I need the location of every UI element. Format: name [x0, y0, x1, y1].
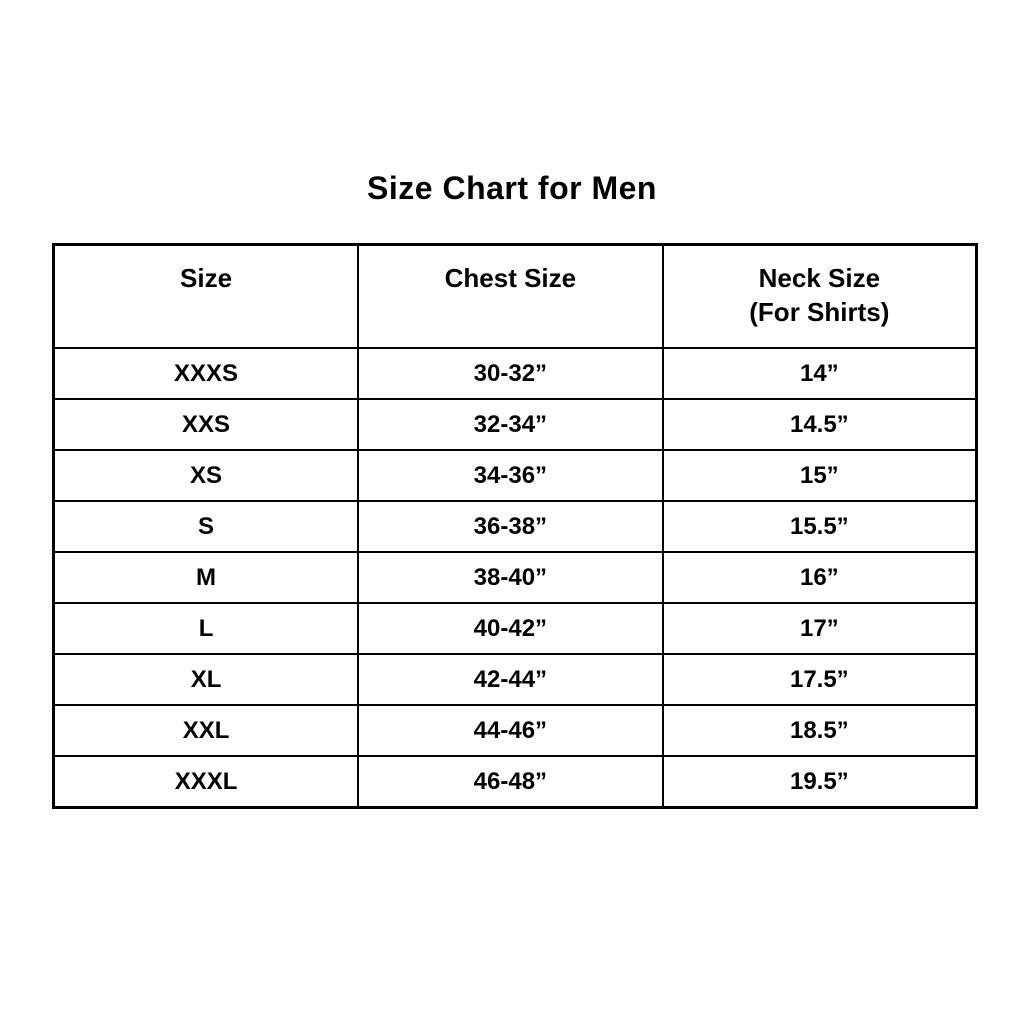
- chest-size-cell: 36-38”: [358, 501, 663, 552]
- size-cell: XXL: [54, 705, 359, 756]
- neck-size-cell: 17.5”: [663, 654, 977, 705]
- neck-size-cell: 15.5”: [663, 501, 977, 552]
- size-cell: XL: [54, 654, 359, 705]
- chest-size-cell: 38-40”: [358, 552, 663, 603]
- column-header-label: Neck Size: [758, 263, 881, 293]
- size-cell: XS: [54, 450, 359, 501]
- table-body: [54, 348, 977, 808]
- table-header: [54, 245, 977, 349]
- column-header-neck-size: [663, 245, 977, 349]
- neck-size-cell: 18.5”: [663, 705, 977, 756]
- size-cell: XXXS: [54, 348, 359, 399]
- size-cell: XXS: [54, 399, 359, 450]
- size-cell: XXXL: [54, 756, 359, 808]
- chest-size-cell: 34-36”: [358, 450, 663, 501]
- chest-size-cell: 44-46”: [358, 705, 663, 756]
- size-cell: M: [54, 552, 359, 603]
- table-row: [54, 450, 977, 501]
- table-row: [54, 756, 977, 808]
- neck-size-cell: 14”: [663, 348, 977, 399]
- column-header-size: [54, 245, 359, 349]
- neck-size-cell: 19.5”: [663, 756, 977, 808]
- size-chart-table: [52, 243, 978, 809]
- neck-size-cell: 15”: [663, 450, 977, 501]
- column-header-label: Size: [180, 263, 233, 293]
- size-cell: S: [54, 501, 359, 552]
- table-row: [54, 501, 977, 552]
- chest-size-cell: 40-42”: [358, 603, 663, 654]
- size-cell: L: [54, 603, 359, 654]
- page-title: Size Chart for Men: [367, 170, 657, 206]
- neck-size-cell: 14.5”: [663, 399, 977, 450]
- chest-size-cell: 46-48”: [358, 756, 663, 808]
- table-row: [54, 399, 977, 450]
- table-row: [54, 552, 977, 603]
- chest-size-cell: 42-44”: [358, 654, 663, 705]
- chest-size-cell: 30-32”: [358, 348, 663, 399]
- column-header-chest-size: [358, 245, 663, 349]
- table-row: [54, 348, 977, 399]
- neck-size-cell: 16”: [663, 552, 977, 603]
- neck-size-cell: 17”: [663, 603, 977, 654]
- table-row: [54, 705, 977, 756]
- column-header-label: Chest Size: [444, 263, 577, 293]
- table-row: [54, 603, 977, 654]
- header-row: [54, 245, 977, 349]
- chest-size-cell: 32-34”: [358, 399, 663, 450]
- table-row: [54, 654, 977, 705]
- column-header-sublabel: (For Shirts): [749, 296, 890, 327]
